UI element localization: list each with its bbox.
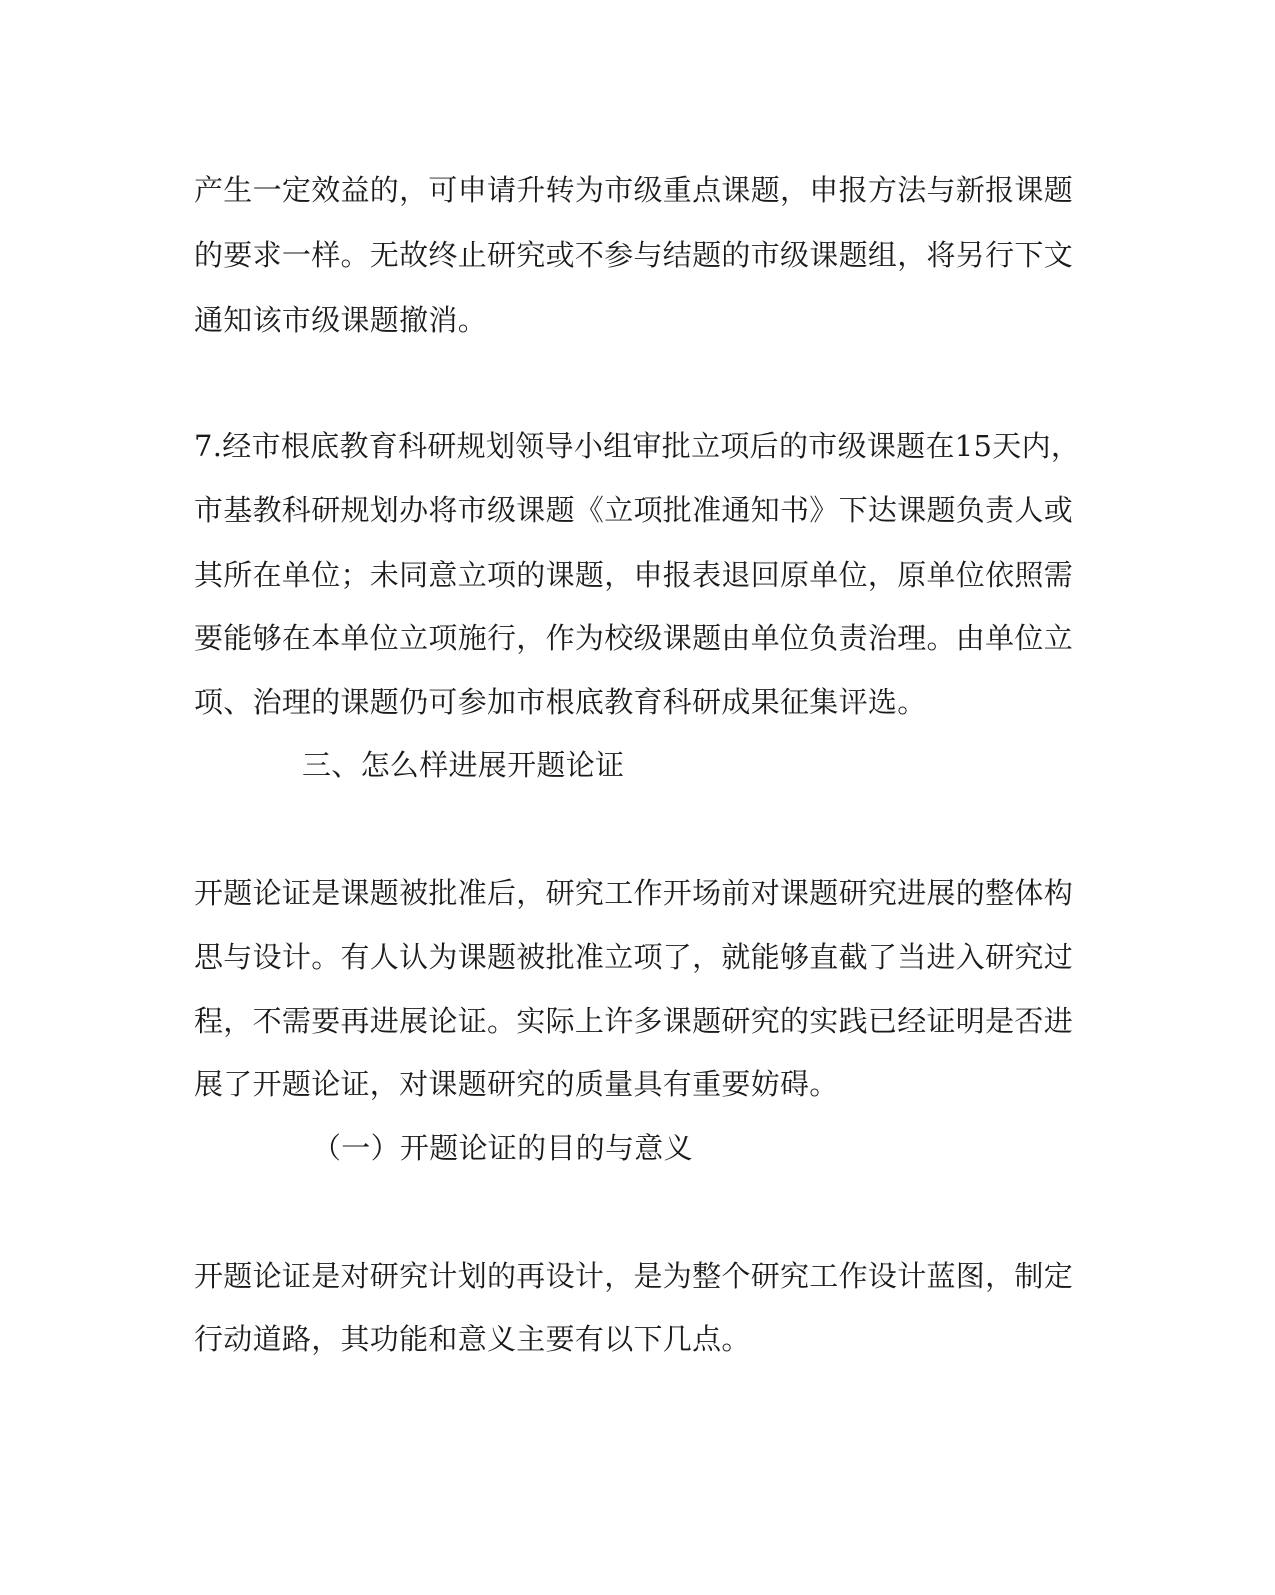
paragraph-line: 市基教科研规划办将市级课题《立项批准通知书》下达课题负责人或 bbox=[194, 493, 1074, 527]
paragraph-line: 7.经市根底教育科研规划领导小组审批立项后的市级课题在15天内， bbox=[194, 429, 1081, 463]
paragraph-line: 程，不需要再进展论证。实际上许多课题研究的实践已经证明是否进 bbox=[194, 1004, 1074, 1038]
paragraph-line: 要能够在本单位立项施行，作为校级课题由单位负责治理。由单位立 bbox=[194, 621, 1074, 655]
paragraph-line: 思与设计。有人认为课题被批准立项了，就能够直截了当进入研究过 bbox=[194, 940, 1074, 974]
paragraph-line: 行动道路，其功能和意义主要有以下几点。 bbox=[194, 1322, 751, 1356]
paragraph-line: 展了开题论证，对课题研究的质量具有重要妨碍。 bbox=[194, 1067, 839, 1101]
paragraph-line: 其所在单位；未同意立项的课题，申报表退回原单位，原单位依照需 bbox=[194, 558, 1074, 592]
section-heading: 三、怎么样进展开题论证 bbox=[302, 748, 625, 782]
paragraph-line: 项、治理的课题仍可参加市根底教育科研成果征集评选。 bbox=[194, 685, 927, 719]
subsection-heading: （一）开题论证的目的与意义 bbox=[312, 1131, 693, 1165]
paragraph-line: 的要求一样。无故终止研究或不参与结题的市级课题组，将另行下文 bbox=[194, 238, 1074, 272]
paragraph-line: 开题论证是课题被批准后，研究工作开场前对课题研究进展的整体构 bbox=[194, 876, 1074, 910]
paragraph-line: 通知该市级课题撤消。 bbox=[194, 303, 488, 337]
paragraph-line: 产生一定效益的，可申请升转为市级重点课题，申报方法与新报课题 bbox=[194, 173, 1074, 207]
paragraph-line: 开题论证是对研究计划的再设计，是为整个研究工作设计蓝图，制定 bbox=[194, 1259, 1074, 1293]
